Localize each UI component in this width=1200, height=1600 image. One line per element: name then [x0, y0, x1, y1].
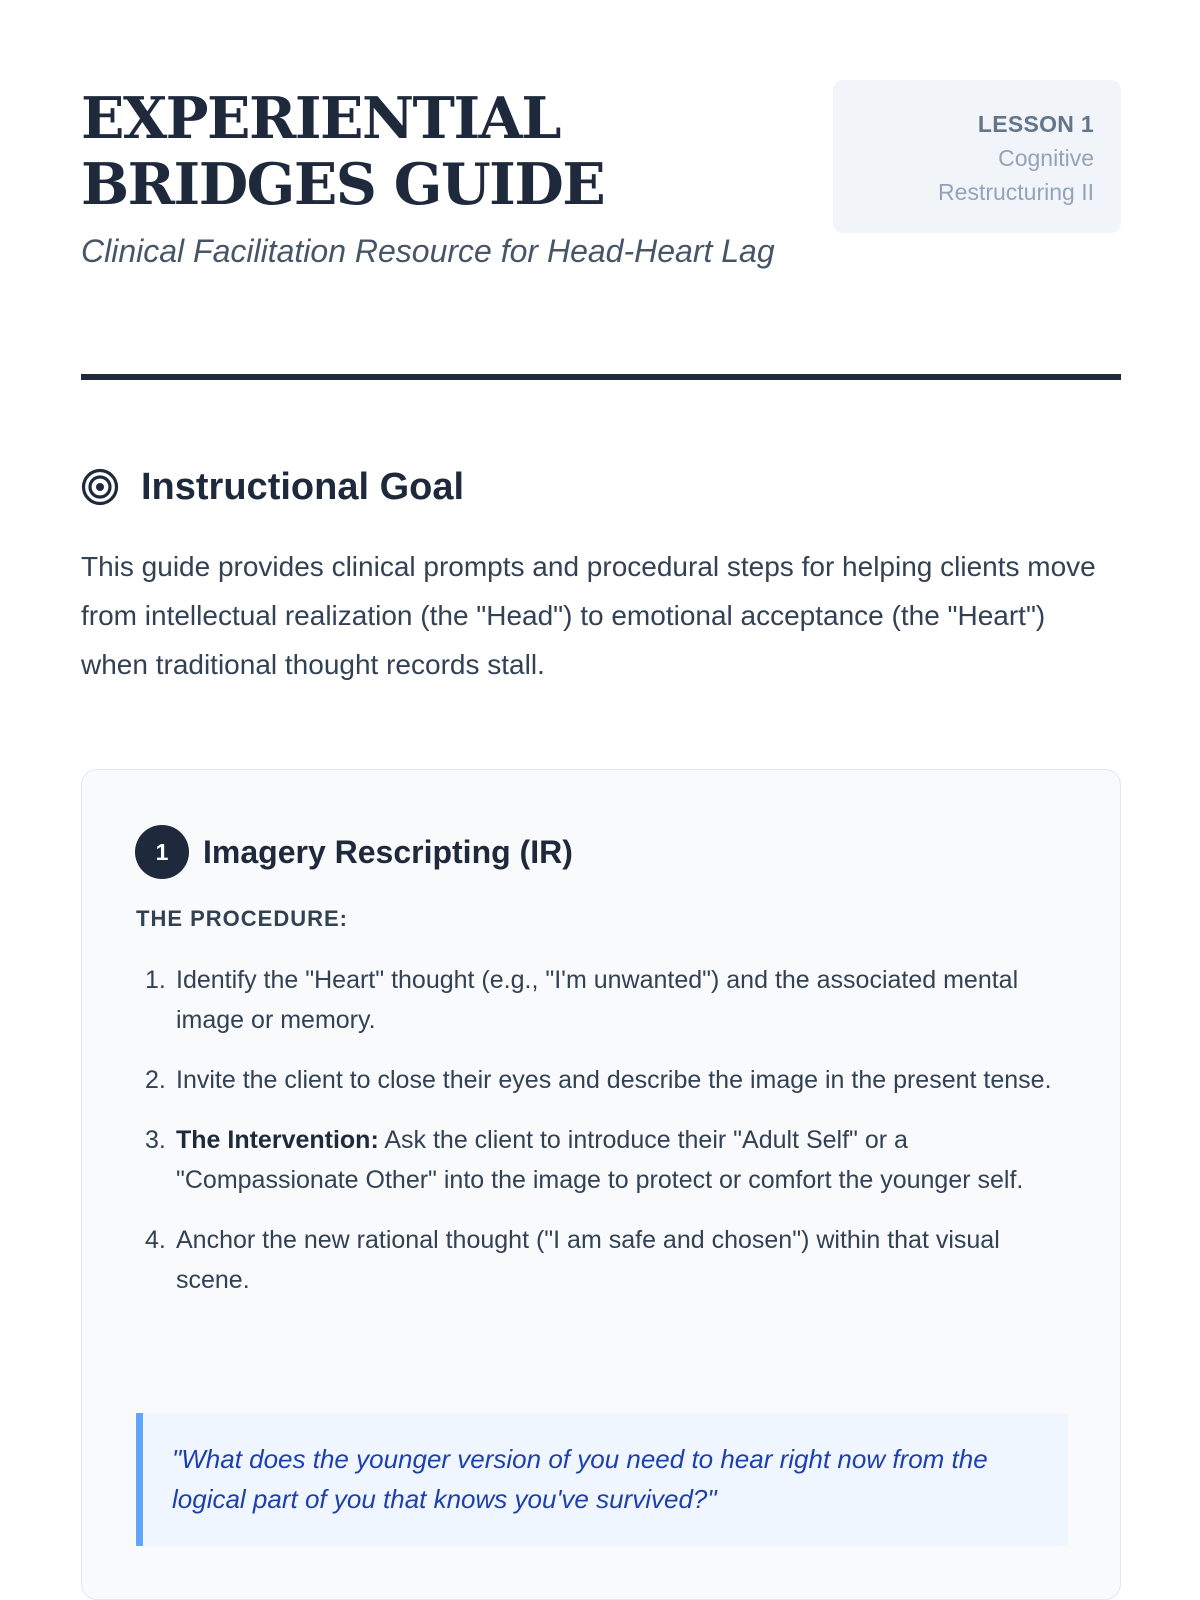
step-text: Identify the "Heart" thought (e.g., "I'm unwanted") and the associated mental image or memory. [176, 966, 1019, 1034]
goal-heading [81, 462, 464, 512]
goal-title: Instructional Goal [141, 465, 465, 508]
section-title: Imagery Rescripting (IR) [203, 833, 573, 870]
clinical-prompt-quote: "What does the younger version of you need to hear right now from the logical part of you that knows you've survived?" [136, 1413, 1068, 1546]
section-number-badge: 1 [135, 825, 189, 879]
document-title: EXPERIENTIAL BRIDGES GUIDE [81, 85, 605, 218]
header-divider [81, 374, 1121, 380]
section-card-imagery-rescripting [81, 769, 1121, 1600]
procedure-step [137, 1060, 1057, 1100]
procedure-step [137, 1220, 1057, 1300]
goal-description: This guide provides clinical prompts and procedural steps for helping clients move from intellectual realization (the "Head") to emotional acceptance (the "Heart") when traditional thought records stall. [81, 551, 1096, 680]
lesson-number: LESSON 1 [977, 111, 1094, 137]
procedure-step [137, 960, 1057, 1040]
step-text: Invite the client to close their eyes and describe the image in the present tense. [176, 1066, 1052, 1094]
step-text: Ask the client to introduce their "Adult Self" or a "Compassionate Other" into the image to protect or comfort the younger self. [176, 1126, 1024, 1194]
lesson-badge [833, 80, 1121, 233]
step-number: 1. [145, 966, 166, 994]
section-heading [135, 825, 573, 879]
step-number: 4. [145, 1226, 166, 1254]
step-number: 2. [145, 1066, 166, 1094]
target-icon [81, 468, 119, 506]
step-number: 3. [145, 1126, 166, 1154]
procedure-label: THE PROCEDURE: [136, 906, 349, 931]
document-header [81, 80, 1121, 380]
step-emphasis: The Intervention: [176, 1126, 379, 1154]
procedure-steps [137, 960, 1057, 1320]
document-subtitle: Clinical Facilitation Resource for Head-Heart Lag [81, 233, 775, 269]
lesson-name: Cognitive Restructuring II [938, 145, 1094, 205]
step-text: Anchor the new rational thought ("I am safe and chosen") within that visual scene. [176, 1226, 1000, 1294]
procedure-step [137, 1120, 1057, 1200]
